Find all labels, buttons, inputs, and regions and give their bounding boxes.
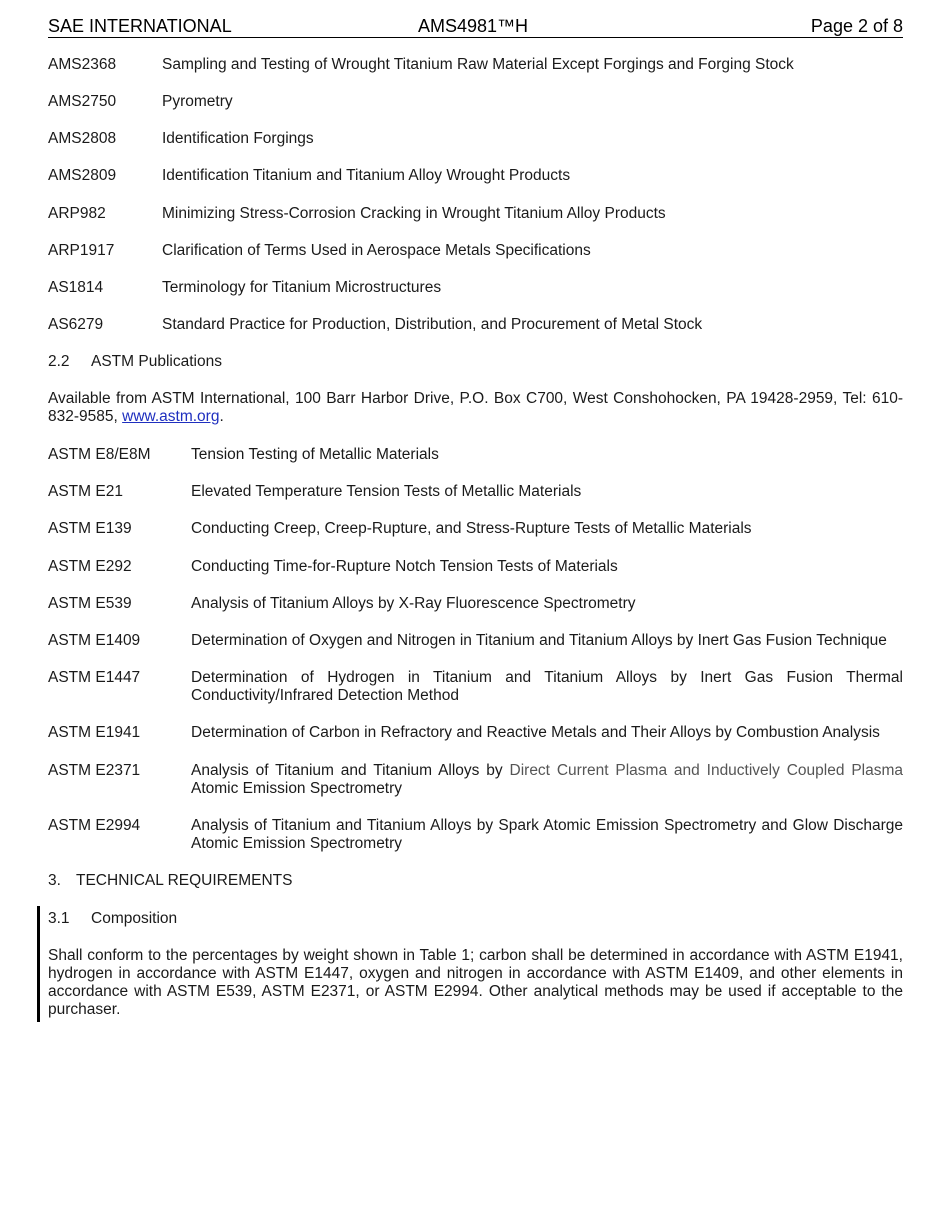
composition-paragraph: Shall conform to the percentages by weight shown in Table 1; carbon shall be determined in accordance with ASTM E1941, hydrogen in accordance with ASTM E1447, oxygen and nitrogen in accordance with ASTM E1409, and other elements in accordance with ASTM E539, ASTM E2371, or ASTM E2994. Other analytical methods may be used if acceptable to the purchaser.	[48, 947, 903, 1018]
reference-title: Determination of Oxygen and Nitrogen in Titanium and Titanium Alloys by Inert Gas Fusion Technique	[191, 632, 887, 649]
section-title: TECHNICAL REQUIREMENTS	[76, 872, 293, 889]
reference-title: Conducting Creep, Creep-Rupture, and Stress-Rupture Tests of Metallic Materials	[191, 520, 752, 537]
header-org: SAE INTERNATIONAL	[48, 16, 232, 36]
section-heading-2-2	[48, 353, 903, 371]
page-header	[48, 15, 903, 38]
reference-code: ASTM E2371	[48, 762, 141, 779]
section-heading-3-1	[48, 910, 903, 928]
section-number: 3.	[48, 872, 61, 889]
reference-title: Sampling and Testing of Wrought Titanium Raw Material Except Forgings and Forging Stock	[162, 56, 794, 73]
reference-code: AS1814	[48, 279, 104, 296]
reference-title: Minimizing Stress-Corrosion Cracking in Wrought Titanium Alloy Products	[162, 205, 666, 222]
reference-title: Analysis of Titanium and Titanium Alloys by Spark Atomic Emission Spectrometry and Glow Discharge Atomic Emission Spectrometry	[191, 817, 903, 852]
header-page-number: Page 2 of 8	[810, 16, 903, 36]
reference-code: ARP982	[48, 205, 106, 222]
reference-title-part: Atomic Emission Spectrometry	[191, 780, 403, 797]
section-heading-3	[48, 872, 903, 890]
section-number: 3.1	[48, 910, 70, 927]
link-suffix: .	[219, 408, 224, 425]
reference-code: AS6279	[48, 316, 104, 333]
reference-code: ARP1917	[48, 242, 115, 259]
reference-title: Identification Titanium and Titanium Alloy Wrought Products	[162, 167, 571, 184]
reference-code: ASTM E539	[48, 595, 132, 612]
reference-code: ASTM E2994	[48, 817, 141, 834]
availability-text: Available from ASTM International, 100 Barr Harbor Drive, P.O. Box C700, West Conshohocken, PA 19428-2959, Tel: 610-832-9585,	[48, 390, 903, 425]
section-title: ASTM Publications	[91, 353, 222, 370]
reference-code: ASTM E139	[48, 520, 132, 537]
reference-title-part: Analysis of Titanium and Titanium Alloys by	[191, 762, 510, 779]
astm-availability-paragraph	[48, 390, 903, 426]
reference-title: Terminology for Titanium Microstructures	[162, 279, 442, 296]
astm-website-link[interactable]: www.astm.org	[122, 408, 220, 425]
reference-title: Determination of Hydrogen in Titanium and Titanium Alloys by Inert Gas Fusion Thermal Conductivity/Infrared Detection Method	[191, 669, 903, 704]
header-doc-id: AMS4981™H	[418, 16, 529, 36]
reference-title: Elevated Temperature Tension Tests of Metallic Materials	[191, 483, 582, 500]
reference-title: Tension Testing of Metallic Materials	[191, 446, 439, 463]
revision-change-bar	[37, 906, 40, 1022]
reference-code: AMS2809	[48, 167, 117, 184]
section-number: 2.2	[48, 353, 70, 370]
reference-title: Conducting Time-for-Rupture Notch Tension Tests of Materials	[191, 558, 618, 575]
reference-code: AMS2368	[48, 56, 117, 73]
reference-title-part: Direct Current Plasma and Inductively Coupled Plasma	[509, 762, 904, 779]
reference-title	[191, 762, 903, 798]
reference-code: ASTM E1409	[48, 632, 141, 649]
reference-title: Standard Practice for Production, Distribution, and Procurement of Metal Stock	[162, 316, 703, 333]
reference-code: ASTM E21	[48, 483, 123, 500]
reference-title: Identification Forgings	[162, 130, 314, 147]
reference-code: ASTM E292	[48, 558, 132, 575]
reference-code: AMS2808	[48, 130, 117, 147]
reference-code: ASTM E1941	[48, 724, 141, 741]
section-title: Composition	[91, 910, 178, 927]
reference-title: Clarification of Terms Used in Aerospace Metals Specifications	[162, 242, 591, 259]
reference-title: Analysis of Titanium Alloys by X-Ray Fluorescence Spectrometry	[191, 595, 636, 612]
reference-code: ASTM E1447	[48, 669, 141, 686]
reference-code: AMS2750	[48, 93, 117, 110]
reference-title: Pyrometry	[162, 93, 233, 110]
reference-title: Determination of Carbon in Refractory and Reactive Metals and Their Alloys by Combustion Analysis	[191, 724, 880, 741]
reference-code: ASTM E8/E8M	[48, 446, 151, 463]
